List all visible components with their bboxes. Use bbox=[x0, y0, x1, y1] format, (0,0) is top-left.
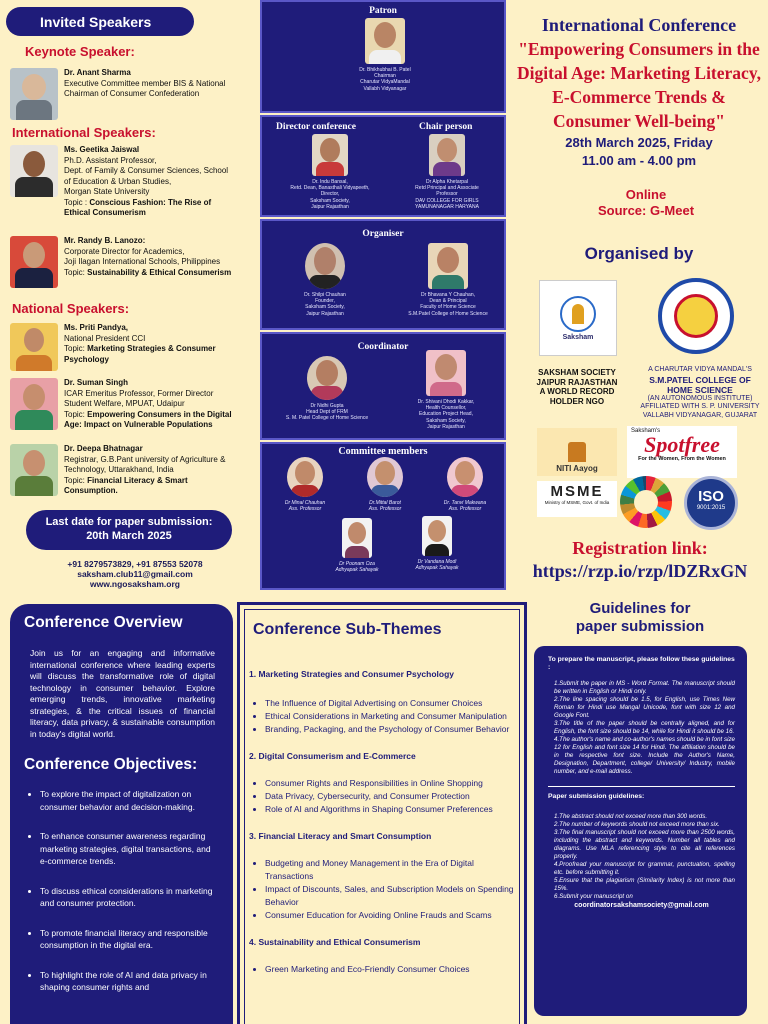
speaker-name: Dr. Deepa Bhatnagar bbox=[64, 444, 143, 453]
speaker-topic: Sustainability & Ethical Consumerism bbox=[87, 267, 232, 277]
speaker-anant-sharma bbox=[10, 68, 250, 120]
person-detail: Saksham Society, bbox=[305, 304, 345, 311]
organiser-title: Organiser bbox=[362, 229, 404, 239]
objective-item: • To highlight the role of AI and data privacy in shaping consumer rights and bbox=[40, 969, 219, 994]
person-detail: Dr Minal Chauhan bbox=[284, 500, 326, 506]
person-detail: Ass. Professor bbox=[288, 506, 322, 513]
person-detail: Head Dept of FRM bbox=[306, 409, 348, 416]
member-photo bbox=[367, 457, 403, 497]
keynote-heading: Keynote Speaker: bbox=[25, 44, 135, 59]
theme-heading: 4. Sustainability and Ethical Consumerism bbox=[249, 937, 421, 947]
person-detail: Saksham Society, bbox=[310, 197, 350, 204]
org-line: JAIPUR RAJASTHAN bbox=[536, 377, 618, 387]
coordinator-section bbox=[260, 332, 506, 440]
person-detail: Dr. Shivani Dhodi Kakkar, bbox=[417, 399, 475, 405]
overview-body: Join us for an engaging and informative international conference where leading experts will discuss the transformative role of digital technology in consumer behavior. Explore emerging trends, innovative marketing strategies, & the critical issues of financial literacy, data privacy, & sustainable consumption in today's digital world. bbox=[30, 648, 215, 739]
submission-item: 4.Proofread your manuscript for grammar, punctuation, spelling etc. before submitting it. bbox=[554, 861, 735, 876]
submission-list bbox=[548, 813, 735, 901]
deadline-label: Last date for paper submission: bbox=[45, 516, 213, 528]
organiser-photo bbox=[428, 243, 468, 289]
conference-title-block bbox=[512, 13, 766, 133]
submission-item: 6.Submit your manuscript on bbox=[554, 893, 633, 900]
person-detail: Saksham Society, bbox=[426, 417, 466, 424]
event-datetime bbox=[512, 134, 766, 170]
person-detail: Dr Alpha Khetarpal bbox=[426, 179, 468, 185]
person-detail: Adhyapak Sahayak bbox=[335, 567, 379, 574]
speaker-name: Dr. Suman Singh bbox=[64, 378, 129, 387]
spotfree-top-text: Saksham's bbox=[631, 428, 661, 434]
speaker-detail: ICAR Emeritus Professor, Former Director bbox=[64, 388, 214, 398]
speaker-detail: of Education & Urban Studies, bbox=[64, 176, 172, 186]
event-date: 28th March 2025, Friday bbox=[565, 135, 713, 150]
event-time: 11.00 am - 4.00 pm bbox=[581, 153, 697, 168]
speaker-topic: Age: Impact on Vulnerable Populations bbox=[64, 420, 213, 429]
person-detail: Jaipur Rajasthan bbox=[311, 203, 349, 210]
guidelines-list bbox=[548, 680, 735, 776]
speaker-photo bbox=[10, 378, 58, 430]
theme-item: • Role of AI and Algorithms in Shaping Consumer Preferences bbox=[265, 803, 524, 816]
committee-member bbox=[428, 457, 502, 512]
patron-section bbox=[260, 0, 506, 113]
iso-badge-subtext: 9001:2015 bbox=[696, 505, 726, 511]
speaker-photo bbox=[10, 68, 58, 120]
speaker-detail: National President CCI bbox=[64, 333, 146, 343]
spotfree-logo bbox=[627, 426, 737, 478]
member-photo bbox=[422, 516, 452, 556]
person-detail: Education Project Head, bbox=[419, 411, 473, 418]
person-detail: Dean & Principal bbox=[429, 298, 467, 305]
theme-item: • Green Marketing and Eco-Friendly Consumer Choices bbox=[265, 963, 524, 976]
person-detail: Vallabh Vidyanagar bbox=[363, 85, 407, 92]
org-line: A WORLD RECORD bbox=[539, 387, 615, 396]
person-detail: Dr Vandana Modi bbox=[417, 559, 457, 565]
speaker-deepa-bhatnagar bbox=[10, 444, 250, 497]
chair-photo bbox=[429, 134, 465, 176]
theme-item: • Branding, Packaging, and the Psychology of Consumer Behavior bbox=[265, 723, 524, 736]
theme-list bbox=[249, 777, 524, 816]
org-line: A CHARUTAR VIDYA MANDAL'S bbox=[648, 366, 752, 373]
deadline-banner bbox=[26, 510, 232, 550]
person-detail: Dr. Shilpi Chauhan bbox=[304, 292, 346, 298]
member-photo bbox=[447, 457, 483, 497]
theme-list bbox=[249, 963, 524, 976]
objectives-title: Conference Objectives: bbox=[24, 756, 198, 773]
topic-label: Topic: bbox=[64, 267, 85, 277]
person-detail: Professor bbox=[436, 191, 458, 198]
registration-label: Registration link: bbox=[572, 538, 708, 558]
speaker-name: Mr. Randy B. Lanozo: bbox=[64, 236, 146, 245]
org-line: (AN AUTONOMOUS INSTITUTE) bbox=[647, 394, 753, 402]
overview-title: Conference Overview bbox=[24, 614, 183, 631]
speaker-name: Ms. Priti Pandya, bbox=[64, 323, 129, 332]
deadline-date: 20th March 2025 bbox=[86, 530, 172, 542]
subthemes-title: Conference Sub-Themes bbox=[253, 621, 442, 638]
submission-item: 3.The final manuscript should not exceed more than 2500 words, including the abstract and keywords. Number all tables and diagrams. Use MLA referencing style to cite all references properly. bbox=[554, 829, 735, 860]
org-line: HOME SCIENCE bbox=[667, 384, 733, 395]
patron-title: Patron bbox=[369, 6, 397, 16]
organised-by-heading: Organised by bbox=[584, 244, 694, 263]
person-detail: Ass. Professor bbox=[368, 506, 402, 513]
patron-photo bbox=[365, 18, 405, 64]
speaker-detail: Ph.D. Assistant Professor, bbox=[64, 155, 157, 165]
speaker-geetika-jaiswal bbox=[10, 145, 250, 219]
guideline-item: 2.The line spacing should be 1.5, for English, use Times New Roman for Hindi use Mangal Unicode, font with size 12 and Google Font. bbox=[554, 696, 735, 719]
objective-item: • To explore the impact of digitalization on consumer behavior and decision-making. bbox=[40, 788, 219, 813]
speaker-detail: Dept. of Family & Consumer Sciences, School bbox=[64, 166, 229, 175]
guidelines-intro: To prepare the manuscript, please follow these guidelines : bbox=[548, 656, 735, 671]
smpatel-org-text bbox=[632, 366, 768, 420]
submission-item: 5.Ensure that the plagiarism (Similarity Index) is not more than 15%. bbox=[554, 877, 735, 892]
theme-list bbox=[249, 857, 524, 922]
overview-panel bbox=[10, 604, 233, 1024]
speaker-detail: Chairman of Consumer Confederation bbox=[64, 89, 200, 98]
speaker-suman-singh bbox=[10, 378, 250, 431]
subthemes-content bbox=[249, 668, 524, 976]
person-detail: Founder, bbox=[315, 298, 335, 305]
speaker-detail: Executive Committee member BIS & National bbox=[64, 78, 226, 88]
submission-title: Paper submission guidelines: bbox=[548, 793, 645, 800]
person-detail: Ass. Professor bbox=[448, 506, 482, 513]
speaker-topic: Empowering Consumers in the Digital bbox=[87, 409, 232, 419]
org-line: S.M.PATEL COLLEGE OF bbox=[649, 374, 751, 385]
speaker-detail: Joji Ilagan International Schools, Philippines bbox=[64, 257, 221, 266]
saksham-logo bbox=[539, 280, 617, 356]
coordinator-photo bbox=[307, 356, 347, 400]
theme-item: • Impact of Discounts, Sales, and Subscription Models on Spending Behavior bbox=[265, 883, 524, 909]
contact-phone: +91 8279573829, +91 87553 52078 bbox=[67, 559, 203, 569]
niti-aayog-logo bbox=[537, 428, 617, 476]
person-detail: Adhyapak Sahayak bbox=[415, 565, 459, 572]
person-detail: Dr. Indu Bansal, bbox=[312, 179, 348, 185]
person-detail: S.M.Patel College of Home Science bbox=[408, 310, 488, 317]
iso-badge-text: ISO bbox=[698, 488, 724, 505]
theme-item: • Data Privacy, Cybersecurity, and Consumer Protection bbox=[265, 790, 524, 803]
speaker-photo bbox=[10, 444, 58, 496]
chair-person bbox=[392, 134, 502, 210]
guidelines-panel bbox=[534, 646, 747, 1016]
topic-label: Topic : bbox=[64, 197, 88, 207]
member-photo bbox=[287, 457, 323, 497]
org-line: SAKSHAM SOCIETY bbox=[538, 368, 616, 377]
person-detail: Chairman bbox=[374, 73, 396, 80]
submission-item: 1.The abstract should not exceed more than 300 words. bbox=[554, 813, 708, 820]
saksham-logo-text: Saksham bbox=[562, 333, 594, 341]
org-line: HOLDER NGO bbox=[549, 396, 605, 406]
theme-item: • Budgeting and Money Management in the Era of Digital Transactions bbox=[265, 857, 524, 883]
organiser-section bbox=[260, 219, 506, 330]
committee-member bbox=[312, 518, 402, 573]
objective-item: • To promote financial literacy and responsible consumption in the digital era. bbox=[40, 927, 219, 952]
person-detail: Jaipur Rajasthan bbox=[306, 310, 344, 317]
theme-list bbox=[249, 697, 524, 736]
coordinator-person bbox=[267, 356, 387, 422]
saksham-org-text bbox=[522, 368, 632, 406]
speaker-detail: Registrar, G.B.Pant university of Agriculture & bbox=[64, 454, 226, 464]
patron-person bbox=[342, 18, 428, 92]
topic-label: Topic: bbox=[64, 475, 85, 485]
guidelines-title bbox=[560, 600, 720, 636]
director-title: Director conference bbox=[276, 122, 356, 132]
conference-theme: Consumer Well-being" bbox=[553, 111, 725, 131]
speaker-topic: Financial Literacy & Smart bbox=[87, 475, 188, 485]
chair-title: Chair person bbox=[419, 122, 473, 132]
person-detail: Dr.Mittal Barot bbox=[369, 500, 401, 506]
person-detail: Dr. Bhikhubhai B. Patel bbox=[359, 67, 411, 73]
speaker-photo bbox=[10, 145, 58, 197]
committee-member bbox=[348, 457, 422, 512]
submission-item: 2.The number of keywords should not exceed more than six. bbox=[554, 821, 720, 828]
invited-speakers-banner bbox=[6, 7, 194, 36]
objective-item: • To discuss ethical considerations in marketing and consumer protection. bbox=[40, 885, 219, 910]
coordinator-person bbox=[390, 350, 502, 430]
theme-heading: 1. Marketing Strategies and Consumer Psychology bbox=[249, 669, 455, 679]
speaker-topic: Consumption. bbox=[64, 486, 118, 495]
person-detail: YAMUNANAGAR HARYANA bbox=[415, 203, 479, 210]
msme-logo bbox=[537, 481, 617, 517]
theme-item: • Ethical Considerations in Marketing and Consumer Manipulation bbox=[265, 710, 524, 723]
speaker-priti-pandya bbox=[10, 323, 250, 371]
registration-link[interactable]: https://rzp.io/rzp/lDZRxGN bbox=[532, 561, 748, 581]
spotfree-logo-text: Spotfree bbox=[644, 432, 720, 457]
spotfree-subtext: For the Women, From the Women bbox=[638, 456, 726, 462]
submission-email[interactable]: coordinatorsakshamsociety@gmail.com bbox=[574, 902, 709, 909]
invited-speakers-title: Invited Speakers bbox=[40, 13, 152, 30]
guideline-item: 1.Submit the paper in MS - Word Format. The manuscript should be written in English or Hindi only. bbox=[554, 680, 735, 695]
theme-item: • Consumer Rights and Responsibilities in Online Shopping bbox=[265, 777, 524, 790]
msme-logo-text: MSME bbox=[550, 483, 604, 500]
international-heading: International Speakers: bbox=[12, 125, 156, 140]
org-line: AFFILIATED WITH S. P. UNIVERSITY bbox=[640, 403, 760, 410]
person-detail: Retd. Dean, Banasthali Vidyapeeth, bbox=[290, 185, 370, 192]
guideline-item: 3.The title of the paper should be centrally aligned, and for English, the font size should be 14, while for Hindi it should be 16. bbox=[554, 720, 735, 735]
person-detail: Dr Nidhi Gupta bbox=[310, 403, 344, 409]
guidelines-divider bbox=[548, 786, 735, 787]
speaker-topic: Ethical Consumerism bbox=[64, 208, 146, 217]
speaker-topic: Psychology bbox=[64, 354, 109, 364]
organiser-person bbox=[392, 243, 504, 317]
organiser-photo bbox=[305, 243, 345, 289]
topic-label: Topic: bbox=[64, 409, 85, 419]
event-mode bbox=[512, 187, 768, 219]
iso-badge-icon bbox=[684, 476, 738, 530]
organiser-person bbox=[270, 243, 380, 317]
person-detail: Dr Poonam Oza bbox=[339, 561, 375, 567]
smpatel-logo bbox=[658, 278, 734, 354]
person-detail: DAV COLLEGE FOR GIRLS bbox=[415, 197, 479, 204]
conference-theme: "Empowering Consumers in the bbox=[518, 39, 760, 59]
committee-title: Committee members bbox=[338, 446, 428, 457]
person-detail: Retd Principal and Associate bbox=[415, 185, 479, 192]
sdg-wheel-icon bbox=[620, 476, 672, 528]
speaker-photo bbox=[10, 236, 58, 288]
committee-member bbox=[268, 457, 342, 512]
director-photo bbox=[312, 134, 348, 176]
person-detail: Charutar VidyaMandal bbox=[360, 79, 410, 86]
committee-member bbox=[392, 516, 482, 571]
speaker-photo bbox=[10, 323, 58, 371]
msme-subtext: Ministry of MSME, Govt. of India bbox=[544, 500, 610, 505]
person-detail: Dr Bhavana Y Chauhan, bbox=[420, 292, 476, 298]
speaker-topic: Conscious Fashion: The Rise of bbox=[89, 197, 212, 207]
conference-label: International Conference bbox=[541, 15, 737, 35]
contact-email[interactable]: saksham.club11@gmail.com bbox=[77, 569, 193, 579]
contact-info bbox=[30, 559, 240, 589]
theme-item: • The Influence of Digital Advertising on Consumer Choices bbox=[265, 697, 524, 710]
coordinator-title: Coordinator bbox=[357, 342, 409, 352]
theme-item: • Consumer Education for Avoiding Online Frauds and Scams bbox=[265, 909, 524, 922]
speaker-name: Dr. Anant Sharma bbox=[64, 68, 131, 77]
event-source: Source: G-Meet bbox=[597, 203, 695, 218]
niti-logo-text: NITI Aayog bbox=[556, 464, 598, 473]
speaker-detail: Morgan State University bbox=[64, 187, 150, 196]
speaker-detail: Technology, Uttarakhand, India bbox=[64, 465, 174, 474]
speaker-detail: Corporate Director for Academics, bbox=[64, 246, 185, 256]
conference-theme: E-Commerce Trends & bbox=[552, 87, 726, 107]
theme-heading: 3. Financial Literacy and Smart Consumption bbox=[249, 831, 432, 841]
org-line: VALLABH VIDYANAGAR, GUJARAT bbox=[642, 411, 758, 419]
person-detail: Dr. Tanvi Makwana bbox=[443, 500, 487, 506]
director-chair-section bbox=[260, 115, 506, 217]
contact-website[interactable]: www.ngosaksham.org bbox=[90, 579, 180, 589]
event-online: Online bbox=[625, 187, 667, 202]
person-detail: Director, bbox=[320, 191, 340, 198]
person-detail: S. M. Patel College of Home Science bbox=[285, 415, 369, 422]
subthemes-panel bbox=[237, 602, 527, 1024]
guidelines-title-line: paper submission bbox=[575, 618, 705, 635]
speaker-name: Ms. Geetika Jaiswal bbox=[64, 145, 140, 154]
coordinator-photo bbox=[426, 350, 466, 396]
topic-label: Topic: bbox=[64, 344, 85, 353]
guideline-item: 4.The author's name and co-author's names should be in font size 12 for English and font size 14 for Hindi. The affiliation should be in the respective font size. Include the Author's Name, Designation, Department, college/ University/ Industry, mobile number, and e-mail address. bbox=[554, 736, 735, 775]
objective-item: • To enhance consumer awareness regarding marketing strategies, digital transactions, and e-commerce trends. bbox=[40, 830, 219, 868]
committee-section bbox=[260, 442, 506, 590]
national-heading: National Speakers: bbox=[12, 301, 130, 316]
person-detail: Health Counsellor, bbox=[425, 405, 467, 412]
person-detail: Faculty of Home Science bbox=[420, 304, 476, 311]
speaker-topic: Marketing Strategies & Consumer bbox=[87, 344, 216, 353]
conference-theme: Digital Age: Marketing Literacy, bbox=[517, 63, 761, 83]
guidelines-title-line: Guidelines for bbox=[589, 600, 691, 617]
objectives-list bbox=[24, 788, 219, 994]
person-detail: Jaipur Rajasthan bbox=[427, 423, 465, 430]
member-photo bbox=[342, 518, 372, 558]
theme-heading: 2. Digital Consumerism and E-Commerce bbox=[249, 751, 416, 761]
speaker-detail: Student Welfare, MPUAT, Udaipur bbox=[64, 399, 185, 408]
speaker-randy-lanozo bbox=[10, 236, 250, 288]
director-person bbox=[270, 134, 390, 210]
